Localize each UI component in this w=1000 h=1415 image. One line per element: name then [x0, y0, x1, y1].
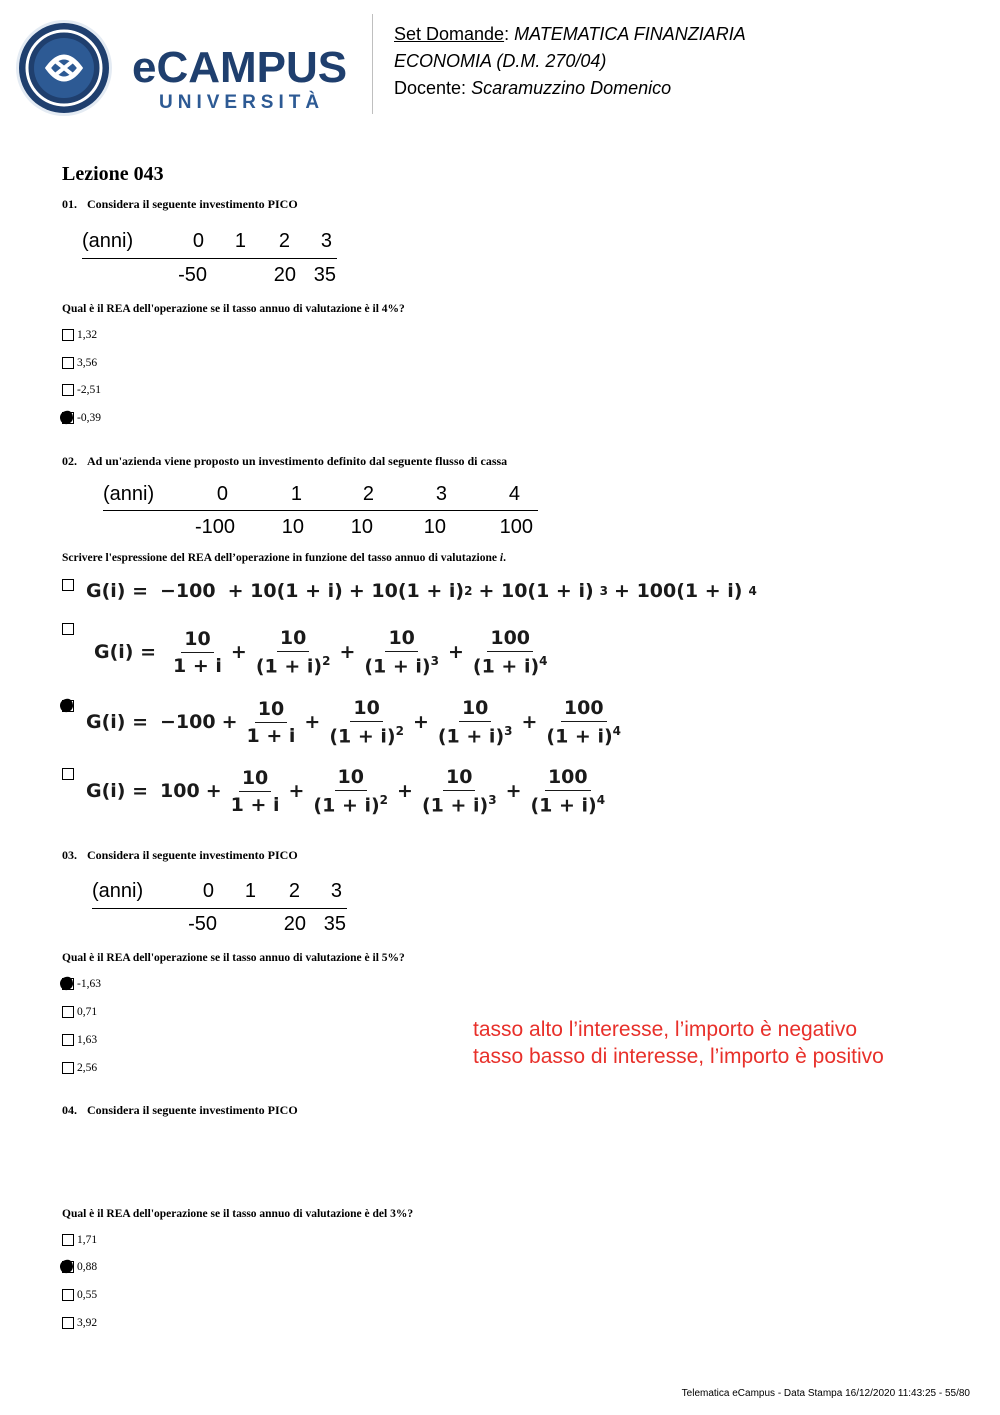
- logo-sub-text: UNIVERSITÀ: [159, 92, 325, 113]
- checkbox-checked[interactable]: [62, 978, 74, 990]
- fraction-denominator: (1 + i): [364, 655, 431, 678]
- question-number: 01.: [62, 197, 77, 211]
- option-label: -1,63: [77, 978, 101, 990]
- checkbox[interactable]: [62, 1317, 74, 1329]
- fraction-denominator: (1 + i): [437, 725, 505, 748]
- fraction-numerator: 10: [181, 628, 213, 653]
- fraction-denominator: 1 + i: [246, 724, 296, 747]
- subprompt-variable: i: [499, 552, 504, 564]
- set-value: MATEMATICA FINANZIARIA: [514, 24, 746, 44]
- plus-sign: +: [288, 780, 305, 803]
- question-subprompt: Qual è il REA dell'operazione se il tasso annuo di valutazione è del 3%?: [62, 1208, 414, 1220]
- fraction-numerator: 10: [350, 697, 382, 722]
- lesson-title: Lezione 043: [62, 163, 164, 185]
- question-subprompt: [62, 552, 506, 564]
- answer-option[interactable]: [62, 412, 101, 424]
- fraction-numerator: 10: [335, 766, 367, 791]
- question-subprompt: Qual è il REA dell'operazione se il tasso annuo di valutazione è il 5%?: [62, 952, 405, 964]
- fraction-numerator: 10: [239, 767, 271, 792]
- plus-sign: +: [205, 780, 222, 803]
- formula-exponent: 4: [748, 584, 757, 598]
- formula-lhs: G(i) =: [94, 641, 157, 664]
- table-header-cell: (anni): [103, 483, 155, 505]
- formula-lhs: G(i) =: [86, 780, 149, 803]
- formula-exponent: 2: [464, 584, 473, 598]
- checkbox-checked[interactable]: [62, 412, 74, 424]
- header-divider: [372, 14, 373, 114]
- checkbox[interactable]: [62, 329, 74, 341]
- formula-exponent: 3: [488, 793, 497, 807]
- formula-option-4: [86, 766, 614, 816]
- table-header-cell: 1: [234, 230, 246, 252]
- option-label: 2,56: [77, 1062, 98, 1074]
- formula-option-1: [86, 580, 757, 602]
- answer-option[interactable]: [62, 384, 101, 396]
- annotation-line-2: tasso basso di interesse, l’importo è positivo: [473, 1045, 884, 1068]
- table-value-cell: 100: [499, 516, 533, 538]
- plus-sign: +: [304, 711, 321, 734]
- checkbox[interactable]: [62, 1062, 74, 1074]
- fraction-denominator: 1 + i: [173, 654, 222, 677]
- cashflow-table: [82, 228, 342, 288]
- formula-exponent: 3: [599, 584, 609, 598]
- formula-term: + 10(1 + i): [227, 580, 343, 602]
- set-label: Set Domande: [394, 24, 505, 44]
- question-number: 04.: [62, 1103, 77, 1117]
- plus-sign: +: [505, 780, 522, 803]
- table-header-cell: 2: [278, 230, 290, 252]
- plus-sign: +: [230, 641, 247, 664]
- formula-term: −100: [160, 580, 216, 602]
- plus-sign: +: [221, 711, 238, 734]
- answer-option[interactable]: [62, 1289, 97, 1301]
- option-label: 0,71: [77, 1006, 98, 1018]
- question-number: 02.: [62, 454, 77, 468]
- checkbox-checked[interactable]: [62, 1261, 74, 1273]
- answer-option[interactable]: [62, 578, 77, 596]
- answer-option[interactable]: [62, 1034, 97, 1046]
- table-header-cell: 3: [320, 230, 332, 252]
- option-label: 3,92: [77, 1317, 98, 1329]
- table-header-cell: 1: [290, 483, 302, 505]
- formula-term: + 10(1 + i): [478, 580, 594, 602]
- table-value-cell: -100: [194, 516, 235, 538]
- table-header-cell: 0: [192, 230, 204, 252]
- subprompt-text: Scrivere l'espressione del REA dell’operazione in funzione del tasso annuo di valutazione: [62, 552, 497, 564]
- question-prompt: Considera il seguente investimento PICO: [87, 197, 298, 211]
- teacher-label: Docente: [394, 78, 462, 98]
- question-04: [62, 1103, 298, 1118]
- table-value-cell: 10: [423, 516, 446, 538]
- fraction-numerator: 10: [443, 766, 475, 791]
- plus-sign: +: [412, 711, 429, 734]
- formula-exponent: 2: [395, 724, 404, 738]
- option-label: 1,71: [77, 1234, 98, 1246]
- answer-option[interactable]: [62, 699, 77, 717]
- fraction-numerator: 10: [277, 627, 309, 652]
- answer-option[interactable]: [62, 1234, 97, 1246]
- checkbox[interactable]: [62, 1006, 74, 1018]
- fraction-denominator: 1 + i: [230, 793, 280, 816]
- formula-exponent: 3: [430, 654, 439, 668]
- fraction-numerator: 10: [385, 627, 417, 652]
- formula-term: + 10(1 + i): [348, 580, 465, 602]
- question-03: [62, 848, 298, 863]
- question-prompt: Considera il seguente investimento PICO: [87, 1103, 298, 1117]
- formula-option-3: [86, 697, 630, 747]
- option-label: 1,63: [77, 1034, 98, 1046]
- table-value-cell: 10: [350, 516, 373, 538]
- checkbox[interactable]: [62, 768, 74, 780]
- fraction-denominator: (1 + i): [421, 794, 489, 817]
- fraction-numerator: 100: [545, 766, 591, 791]
- answer-option[interactable]: [62, 622, 77, 640]
- fraction-denominator: (1 + i): [329, 725, 396, 748]
- teacher-line: Docente: Scaramuzzino Domenico: [394, 78, 672, 98]
- option-label: 1,32: [77, 329, 98, 341]
- formula-exponent: 4: [539, 654, 548, 668]
- option-label: 0,55: [77, 1289, 98, 1301]
- answer-option[interactable]: [62, 1006, 97, 1018]
- fraction-denominator: (1 + i): [546, 725, 613, 748]
- answer-option[interactable]: [62, 329, 97, 341]
- plus-sign: +: [397, 780, 413, 803]
- table-header-cell: 4: [508, 483, 520, 505]
- checkbox[interactable]: [62, 357, 74, 369]
- table-header-cell: 0: [202, 880, 214, 902]
- table-header-cell: 0: [216, 483, 228, 505]
- table-header-cell: 3: [330, 880, 342, 902]
- formula-term: + 100(1 + i): [614, 580, 743, 602]
- checkbox[interactable]: [62, 384, 74, 396]
- fraction-numerator: 100: [561, 697, 607, 722]
- answer-option[interactable]: [62, 978, 101, 990]
- fraction-numerator: 10: [459, 697, 491, 722]
- plus-sign: +: [521, 711, 538, 734]
- table-header-cell: 3: [435, 483, 447, 505]
- teacher-value: Scaramuzzino Domenico: [471, 78, 672, 98]
- cashflow-table: [103, 481, 543, 541]
- set-line: Set Domande: MATEMATICA FINANZIARIA: [394, 24, 746, 44]
- fraction-denominator: (1 + i): [313, 794, 380, 817]
- table-rule: [92, 908, 347, 909]
- question-subprompt: Qual è il REA dell'operazione se il tasso annuo di valutazione è il 4%?: [62, 303, 405, 315]
- table-value-cell: 20: [283, 913, 306, 935]
- table-rule: [82, 258, 337, 259]
- checkbox[interactable]: [62, 579, 74, 591]
- table-header-cell: 2: [288, 880, 300, 902]
- option-label: 0,88: [77, 1261, 98, 1273]
- formula-exponent: 2: [379, 793, 389, 807]
- formula-exponent: 4: [596, 793, 606, 807]
- question-prompt: Considera il seguente investimento PICO: [87, 848, 298, 862]
- annotation-line-1: tasso alto l’interesse, l’importo è negativo: [473, 1018, 858, 1041]
- course-value: ECONOMIA (D.M. 270/04): [394, 51, 607, 71]
- formula-exponent: 3: [504, 724, 513, 738]
- answer-option[interactable]: [62, 1261, 97, 1273]
- table-rule: [103, 510, 538, 511]
- fraction-denominator: (1 + i): [530, 794, 597, 817]
- formula-constant: −100: [160, 711, 216, 734]
- table-value-cell: -50: [178, 264, 207, 286]
- answer-option[interactable]: [62, 767, 77, 785]
- course-line: [394, 48, 606, 75]
- ecampus-logo: [14, 14, 359, 118]
- formula-lhs: G(i) =: [86, 580, 149, 602]
- formula-option-2: [94, 627, 557, 677]
- table-value-cell: 35: [313, 264, 336, 286]
- table-header-cell: 2: [362, 483, 374, 505]
- fraction-denominator: (1 + i): [472, 655, 540, 678]
- answer-option[interactable]: [62, 1317, 97, 1329]
- formula-lhs: G(i) =: [86, 711, 149, 734]
- fraction-numerator: 10: [255, 698, 287, 723]
- checkbox-checked[interactable]: [62, 700, 74, 712]
- formula-exponent: 4: [612, 724, 622, 738]
- answer-option[interactable]: [62, 1062, 97, 1074]
- table-header-cell: 1: [244, 880, 256, 902]
- table-value-cell: 20: [273, 264, 296, 286]
- checkbox[interactable]: [62, 1034, 74, 1046]
- formula-constant: 100: [160, 780, 200, 803]
- table-value-cell: 10: [281, 516, 304, 538]
- fraction-denominator: (1 + i): [255, 655, 323, 678]
- table-header-cell: (anni): [82, 230, 134, 252]
- question-number: 03.: [62, 848, 77, 862]
- question-02: [62, 454, 507, 469]
- footer-print-info: Telematica eCampus - Data Stampa 16/12/2020 11:43:25 - 55/80: [681, 1388, 970, 1399]
- option-label: 3,56: [77, 357, 98, 369]
- option-label: -2,51: [77, 384, 101, 396]
- formula-exponent: 2: [322, 654, 331, 668]
- checkbox[interactable]: [62, 1234, 74, 1246]
- table-header-cell: (anni): [92, 880, 144, 902]
- option-label: -0,39: [77, 412, 101, 424]
- logo-main-text: eCAMPUS: [132, 43, 348, 92]
- question-01: [62, 197, 298, 212]
- plus-sign: +: [339, 641, 356, 664]
- checkbox[interactable]: [62, 1289, 74, 1301]
- answer-option[interactable]: [62, 357, 97, 369]
- subprompt-period: .: [503, 552, 506, 564]
- fraction-numerator: 100: [487, 627, 533, 652]
- checkbox[interactable]: [62, 623, 74, 635]
- cashflow-table: [92, 878, 352, 938]
- table-value-cell: -50: [188, 913, 217, 935]
- question-prompt: Ad un'azienda viene proposto un investimento definito dal seguente flusso di cassa: [87, 454, 508, 468]
- table-value-cell: 35: [323, 913, 346, 935]
- plus-sign: +: [447, 641, 464, 664]
